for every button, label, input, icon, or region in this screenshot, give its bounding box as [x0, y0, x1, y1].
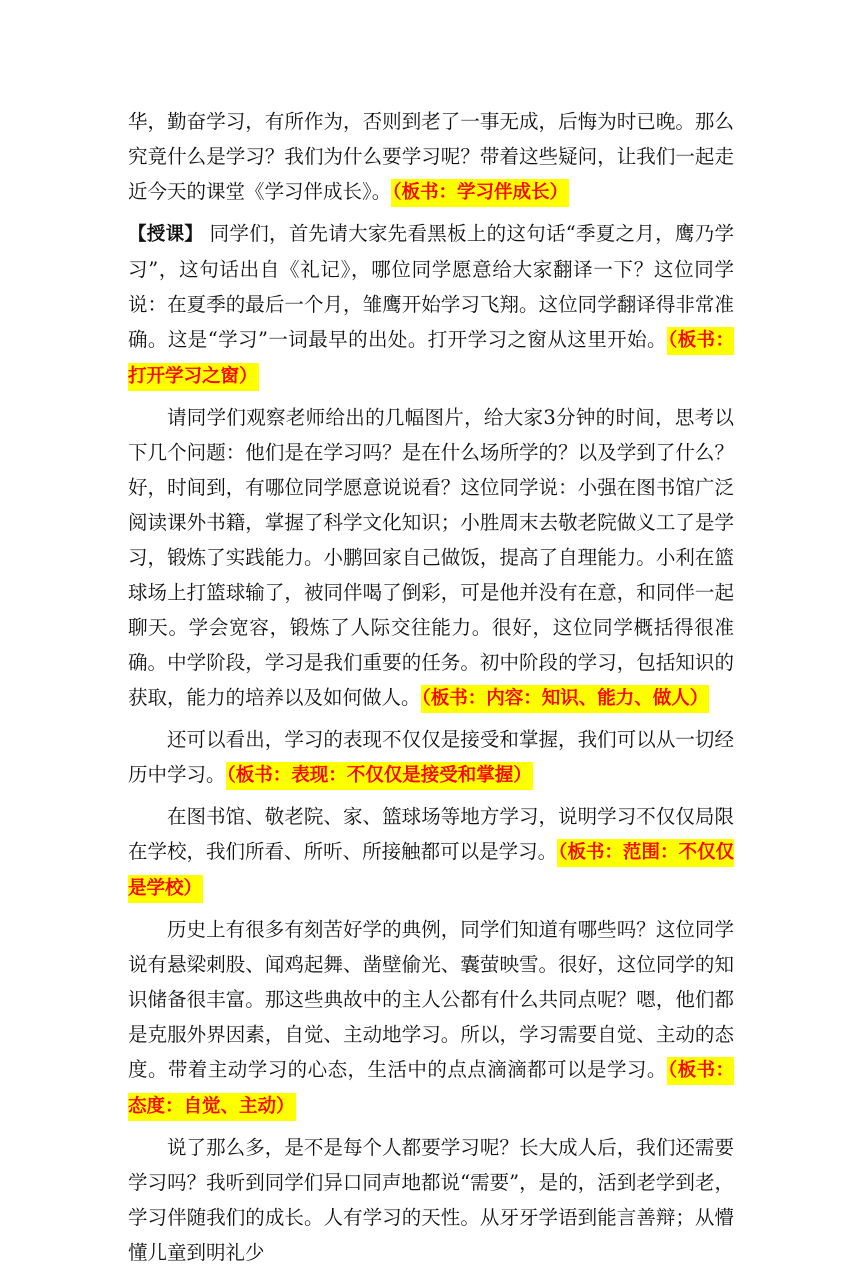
blackboard-note-highlight: （板书：范围：不仅仅是学校）	[128, 839, 734, 903]
paragraph-text: 历史上有很多有刻苦好学的典例，同学们知道有哪些吗？这位同学说有悬梁刺股、闻鸡起舞、凿壁偷光、囊萤映雪。很好，这位同学的知识储备很丰富。那这些典故中的主人公都有什么共同点呢？嗯，他们都是克服外界因素，自觉、主动地学习。所以，学习需要自觉、主动的态度。带着主动学习的心态，生活中的点点滴滴都可以是学习。	[128, 918, 734, 1081]
paragraph-text: 同学们，首先请大家先看黑板上的这句话“季夏之月，鹰乃学习”，这句话出自《礼记》，哪位同学愿意给大家翻译一下？这位同学说：在夏季的最后一个月，雏鹰开始学习飞翔。这位同学翻译得非常准确。这是“学习”一词最早的出处。打开学习之窗从这里开始。	[128, 222, 734, 351]
paragraph-pictures	[128, 400, 734, 716]
blackboard-note-highlight: （板书：态度：自觉、主动）	[128, 1057, 734, 1121]
paragraph-scope	[128, 799, 734, 906]
paragraph-performance	[128, 722, 734, 793]
paragraph-text: 请同学们观察老师给出的几幅图片，给大家3分钟的时间，思考以下几个问题：他们是在学习吗？是在什么场所学的？以及学到了什么？好，时间到，有哪位同学愿意说说看？这位同学说：小强在图书馆广泛阅读课外书籍，掌握了科学文化知识；小胜周末去敬老院做义工了是学习，锻炼了实践能力。小鹏回家自己做饭，提高了自理能力。小利在篮球场上打篮球输了，被同伴喝了倒彩，可是他并没有在意，和同伴一起聊天。学会宽容，锻炼了人际交往能力。很好，这位同学概括得很准确。中学阶段，学习是我们重要的任务。初中阶段的学习，包括知识的获取，能力的培养以及如何做人。	[128, 406, 734, 709]
paragraph-intro	[128, 104, 734, 210]
blackboard-note-highlight: （板书：内容：知识、能力、做人）	[421, 685, 710, 713]
paragraph-attitude	[128, 912, 734, 1124]
paragraph-text: 华，勤奋学习，有所作为，否则到老了一事无成，后悔为时已晚。那么究竟什么是学习？我们为什么要学习呢？带着这些疑问，让我们一起走近今天的课堂《学习伴成长》。	[128, 110, 734, 203]
paragraph-text: 在图书馆、敬老院、家、篮球场等地方学习，说明学习不仅仅局限在学校，我们所看、所听、所接触都可以是学习。	[128, 805, 734, 863]
blackboard-note-highlight: （板书：学习伴成长）	[391, 179, 569, 207]
paragraph-text: 说了那么多，是不是每个人都要学习呢？长大成人后，我们还需要学习吗？我听到同学们异口同声地都说“需要”，是的，活到老学到老，学习伴随我们的成长。人有学习的天性。从牙牙学语到能言善辩；从懵懂儿童到明礼少	[128, 1136, 734, 1264]
paragraph-lifelong	[128, 1130, 734, 1270]
section-label: 【授课】	[128, 224, 204, 245]
paragraph-lecture	[128, 216, 734, 394]
document-body	[128, 104, 734, 1276]
blackboard-note-highlight: （板书：打开学习之窗）	[128, 327, 734, 391]
blackboard-note-highlight: （板书：表现：不仅仅是接受和掌握）	[226, 762, 533, 790]
paragraph-text: 还可以看出，学习的表现不仅仅是接受和掌握，我们可以从一切经历中学习。	[128, 728, 734, 786]
